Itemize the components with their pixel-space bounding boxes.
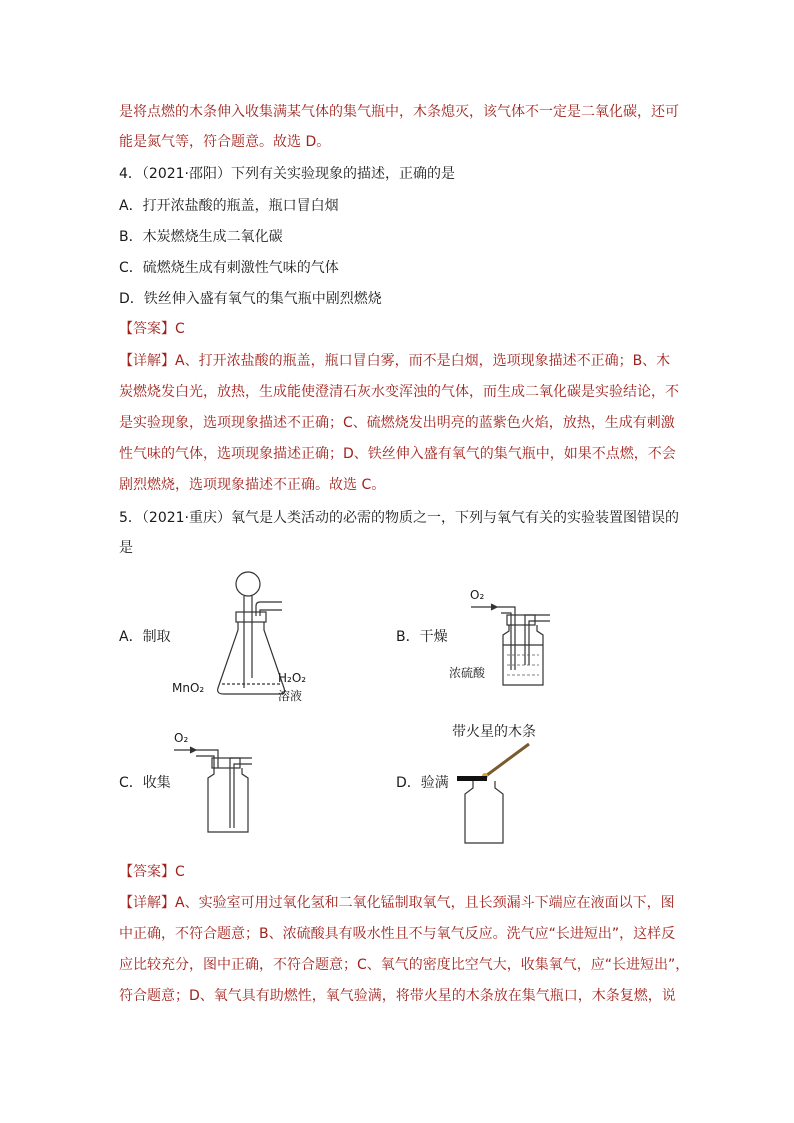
- figure-c-o2-label: O₂: [174, 731, 189, 745]
- figure-a-h2o2-label: H₂O₂: [278, 671, 307, 685]
- question-4-option-a: A．打开浓盐酸的瓶盖，瓶口冒白烟: [119, 198, 339, 214]
- question-5-explanation-line-1: 【详解】A、实验室可用过氧化氢和二氧化锰制取氧气，且长颈漏斗下端应在液面以下，图: [119, 895, 675, 911]
- figure-b-apparatus: [445, 585, 585, 695]
- glass-cover: [457, 776, 487, 781]
- question-5-answer: 【答案】C: [119, 864, 185, 880]
- figure-a-apparatus: [170, 568, 320, 708]
- question-4-option-d: D．铁丝伸入盛有氧气的集气瓶中剧烈燃烧: [119, 291, 382, 307]
- question-5-explanation-line-4: 符合题意；D、氧气具有助燃性，氧气验满，将带火星的木条放在集气瓶口，木条复燃，说: [119, 988, 676, 1004]
- figure-b-label: B．干燥: [396, 629, 448, 645]
- figure-c-apparatus: [170, 728, 270, 838]
- figure-c-label: C．收集: [119, 775, 171, 791]
- question-5-explanation-line-3: 应比较充分，图中正确，不符合题意；C、氧气的密度比空气大，收集氧气，应“长进短出”，: [119, 957, 690, 973]
- wooden-stick: [483, 744, 529, 778]
- figure-a-solution-label: 溶液: [278, 689, 303, 703]
- question-4-title: 4．（2021·邵阳）下列有关实验现象的描述，正确的是: [119, 166, 455, 182]
- figure-b-acid-label: 浓硫酸: [449, 666, 486, 680]
- figure-a-mno2-label: MnO₂: [172, 681, 205, 695]
- prev-explanation-line-1: 是将点燃的木条伸入收集满某气体的集气瓶中，木条熄灭，该气体不一定是二氧化碳，还可: [119, 104, 679, 120]
- question-4-answer: 【答案】C: [119, 321, 185, 337]
- question-4-explanation-line-3: 是实验现象，选项现象描述不正确；C、硫燃烧发出明亮的蓝紫色火焰，放热，生成有刺激: [119, 415, 675, 431]
- question-4-option-b: B．木炭燃烧生成二氧化碳: [119, 229, 283, 245]
- question-4-explanation-line-1: 【详解】A、打开浓盐酸的瓶盖，瓶口冒白雾，而不是白烟，选项现象描述不正确；B、木: [119, 353, 671, 369]
- figure-d-label: D．验满: [396, 775, 449, 791]
- question-5-title-line-2: 是: [119, 540, 133, 556]
- question-4-explanation-line-2: 炭燃烧发白光，放热，生成能使澄清石灰水变浑浊的气体，而生成二氧化碳是实验结论，不: [119, 384, 679, 400]
- figure-a-label: A．制取: [119, 629, 171, 645]
- question-4-explanation-line-4: 性气味的气体，选项现象描述正确；D、铁丝伸入盛有氧气的集气瓶中，如果不点燃，不会: [119, 446, 676, 462]
- figure-d-apparatus: [455, 740, 555, 845]
- prev-explanation-line-2: 能是氮气等，符合题意。故选 D。: [119, 134, 331, 150]
- figure-b-o2-label: O₂: [470, 588, 485, 602]
- question-4-option-c: C．硫燃烧生成有刺激性气味的气体: [119, 260, 339, 276]
- question-5-title-line-1: 5．（2021·重庆）氧气是人类活动的必需的物质之一，下列与氧气有关的实验装置图错误的: [119, 510, 679, 526]
- figure-d-stick-label: 带火星的木条: [452, 724, 536, 740]
- question-5-explanation-line-2: 中正确，不符合题意；B、浓硫酸具有吸水性且不与氧气反应。洗气应“长进短出”，这样反: [119, 926, 676, 942]
- question-4-explanation-line-5: 剧烈燃烧，选项现象描述不正确。故选 C。: [119, 477, 386, 493]
